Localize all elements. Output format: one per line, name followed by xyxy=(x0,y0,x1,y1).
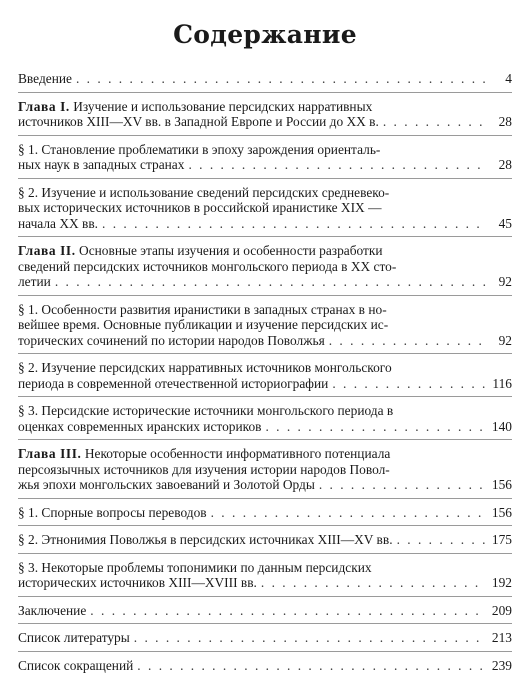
toc-entry-title: летии xyxy=(18,274,51,289)
dot-leader xyxy=(329,333,486,349)
toc-entry-last-line xyxy=(18,630,512,646)
toc-entry[interactable] xyxy=(18,499,512,527)
dot-leader xyxy=(319,477,486,493)
toc-entry-title: Заключение xyxy=(18,603,86,618)
chapter-label: Глава I. xyxy=(18,99,70,114)
page-number: 175 xyxy=(490,532,512,548)
toc-entry-text: Основные этапы изучения и особенности разработки xyxy=(79,243,383,258)
toc-entry-text: § 1. Становление проблематики в эпоху зарождения ориенталь- xyxy=(18,142,380,157)
toc-entry-last-line xyxy=(18,114,512,130)
page-number: 92 xyxy=(490,274,512,290)
page-number: 92 xyxy=(490,333,512,349)
toc-entry-line xyxy=(18,142,512,158)
toc-entry-text: § 1. Особенности развития иранистики в западных странах в но- xyxy=(18,302,387,317)
toc-entry-title: источников XIII—XV вв. в Западной Европе и России до XX в. xyxy=(18,114,379,129)
toc-entry-text: вых исторических источников в российской иранистике XIX — xyxy=(18,200,381,215)
toc-entry-title: начала XX вв. xyxy=(18,216,98,231)
dot-leader xyxy=(383,114,486,130)
toc-entry[interactable] xyxy=(18,179,512,238)
toc-entry-line xyxy=(18,317,512,333)
toc-entry-last-line xyxy=(18,532,512,548)
toc-entry-text: Изучение и использование персидских нарративных xyxy=(73,99,372,114)
toc-entry[interactable] xyxy=(18,597,512,625)
toc-entry-line xyxy=(18,185,512,201)
toc-entry-line xyxy=(18,462,512,478)
toc-entry[interactable] xyxy=(18,554,512,597)
toc-entry[interactable] xyxy=(18,237,512,296)
toc-entry-text: вейшее время. Основные публикации и изучение персидских ис- xyxy=(18,317,388,332)
toc-entry-last-line xyxy=(18,157,512,173)
page-title: Содержание xyxy=(18,20,512,49)
dot-leader xyxy=(211,505,486,521)
toc-entry-line xyxy=(18,560,512,576)
page-number: 28 xyxy=(490,157,512,173)
toc-entry-title: исторических источников XIII—XVIII вв. xyxy=(18,575,257,590)
toc-entry-title: § 2. Этнонимия Поволжья в персидских источниках XIII—XV вв. xyxy=(18,532,393,547)
toc-entry[interactable] xyxy=(18,652,512,678)
toc-entry-last-line xyxy=(18,505,512,521)
toc-entry-last-line xyxy=(18,477,512,493)
toc-entry-title: ных наук в западных странах xyxy=(18,157,184,172)
toc-entry[interactable] xyxy=(18,354,512,397)
toc-entry-last-line xyxy=(18,658,512,674)
toc-entry-title: § 1. Спорные вопросы переводов xyxy=(18,505,207,520)
dot-leader xyxy=(137,658,486,674)
dot-leader xyxy=(265,419,486,435)
toc-entry-text: § 2. Изучение персидских нарративных источников монгольского xyxy=(18,360,392,375)
toc-entry[interactable] xyxy=(18,397,512,440)
chapter-label: Глава III. xyxy=(18,446,81,461)
toc-entry-title: Список литературы xyxy=(18,630,130,645)
toc-entry-title: Список сокращений xyxy=(18,658,133,673)
toc-entry[interactable] xyxy=(18,440,512,499)
dot-leader xyxy=(76,71,486,87)
page-number: 209 xyxy=(490,603,512,619)
page-number: 116 xyxy=(490,376,512,392)
dot-leader xyxy=(55,274,486,290)
dot-leader xyxy=(102,216,486,232)
toc-entry-last-line xyxy=(18,603,512,619)
toc-entry[interactable] xyxy=(18,65,512,93)
toc-entry-title: Введение xyxy=(18,71,72,86)
toc-entry-title: оценках современных иранских историков xyxy=(18,419,261,434)
page-number: 140 xyxy=(490,419,512,435)
toc-entry[interactable] xyxy=(18,93,512,136)
toc-entry-last-line xyxy=(18,71,512,87)
toc-entry[interactable] xyxy=(18,526,512,554)
table-of-contents xyxy=(18,65,512,678)
toc-entry[interactable] xyxy=(18,136,512,179)
toc-entry-line xyxy=(18,302,512,318)
dot-leader xyxy=(90,603,486,619)
page-number: 156 xyxy=(490,505,512,521)
page-number: 239 xyxy=(490,658,512,674)
toc-entry-text: § 2. Изучение и использование сведений персидских средневеко- xyxy=(18,185,389,200)
dot-leader xyxy=(397,532,486,548)
toc-entry-text: § 3. Некоторые проблемы топонимики по данным персидских xyxy=(18,560,372,575)
toc-entry-text: персоязычных источников для изучения истории народов Повол- xyxy=(18,462,390,477)
dot-leader xyxy=(332,376,486,392)
toc-entry-last-line xyxy=(18,575,512,591)
toc-entry-line xyxy=(18,243,512,259)
chapter-label: Глава II. xyxy=(18,243,76,258)
page-number: 4 xyxy=(490,71,512,87)
toc-entry-title: жья эпохи монгольских завоеваний и Золотой Орды xyxy=(18,477,315,492)
page-number: 213 xyxy=(490,630,512,646)
toc-entry-last-line xyxy=(18,376,512,392)
toc-entry-line xyxy=(18,200,512,216)
toc-entry-last-line xyxy=(18,419,512,435)
page-number: 45 xyxy=(490,216,512,232)
page-number: 192 xyxy=(490,575,512,591)
dot-leader xyxy=(134,630,486,646)
dot-leader xyxy=(188,157,486,173)
page-number: 156 xyxy=(490,477,512,493)
toc-entry-line xyxy=(18,403,512,419)
toc-entry-line xyxy=(18,446,512,462)
toc-entry-text: § 3. Персидские исторические источники монгольского периода в xyxy=(18,403,393,418)
toc-entry-line xyxy=(18,259,512,275)
toc-entry-line xyxy=(18,360,512,376)
toc-entry[interactable] xyxy=(18,296,512,355)
toc-entry-text: Некоторые особенности информативного потенциала xyxy=(85,446,390,461)
toc-entry-title: торических сочинений по истории народов Поволжья xyxy=(18,333,325,348)
toc-entry-last-line xyxy=(18,216,512,232)
toc-entry-last-line xyxy=(18,274,512,290)
toc-entry-text: сведений персидских источников монгольского периода в XX сто- xyxy=(18,259,396,274)
dot-leader xyxy=(261,575,486,591)
toc-entry-last-line xyxy=(18,333,512,349)
page-number: 28 xyxy=(490,114,512,130)
toc-entry-title: периода в современной отечественной историографии xyxy=(18,376,328,391)
toc-entry-line xyxy=(18,99,512,115)
toc-entry[interactable] xyxy=(18,624,512,652)
